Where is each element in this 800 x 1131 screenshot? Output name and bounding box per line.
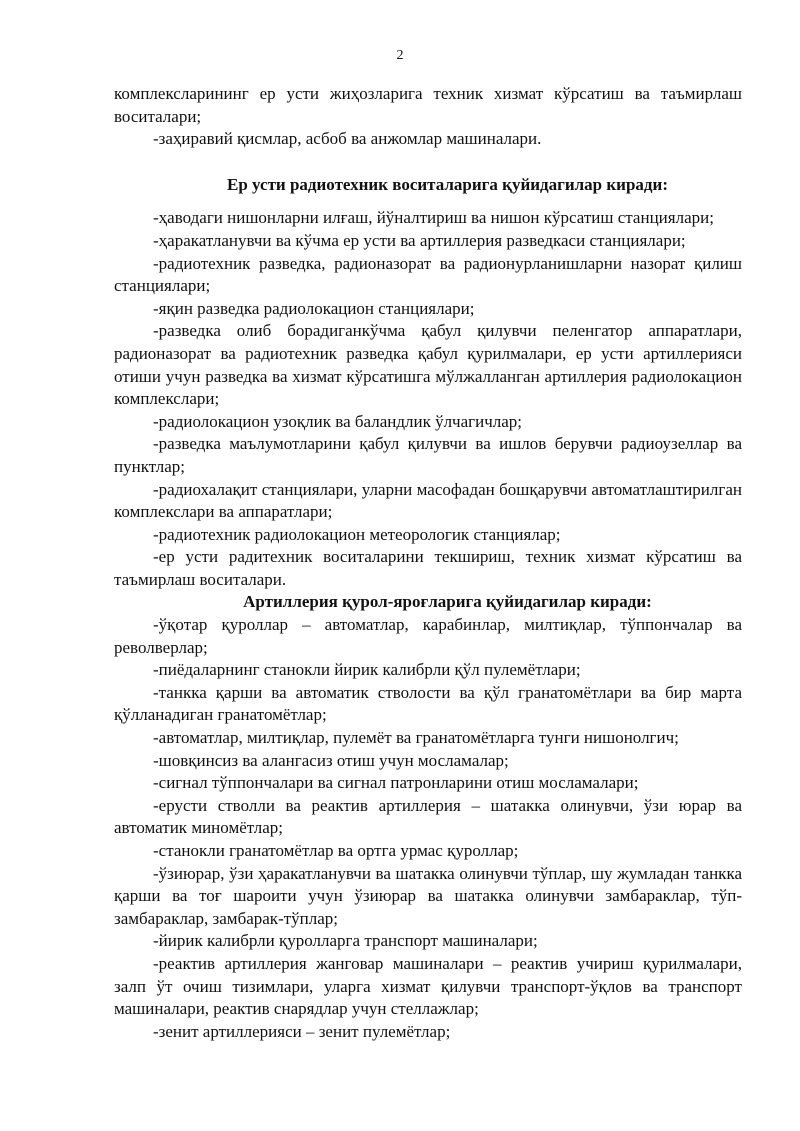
list-item: -разведка олиб борадиганкўчма қабул қилувчи пеленгатор аппаратлари, радионазорат ва радиотехник разведка қабул қурилмалари, ер усти артиллерияси отиши учун разведка ва хизмат кўрсатишга мўлжалланган артиллерия радиолокацион комплекслари; [114, 321, 742, 409]
list-item: -станокли гранатомётлар ва ортга урмас қуроллар; [153, 841, 519, 860]
list-item: -ўзиюрар, ўзи ҳаракатланувчи ва шатакка олинувчи тўплар, шу жумладан танкка қарши ва тоғ шароити учун ўзиюрар ва шатакка олинувчи замбараклар, тўп-замбараклар, замбарак-тўплар; [114, 863, 742, 928]
list-item: -ер усти радитехник воситаларини текшириш, техник хизмат кўрсатиш ва таъмирлаш воситалари. [114, 547, 742, 589]
list-item: -радиотехник разведка, радионазорат ва радионурланишларни назорат қилиш станциялари; [114, 253, 742, 296]
list-item: -танкка қарши ва автоматик стволости ва қўл гранатомётлари ва бир марта қўлланадиган гранатомётлар; [114, 682, 742, 725]
list-item: -сигнал тўппончалари ва сигнал патронларини отиш мосламалари; [153, 773, 639, 793]
paragraph: -заҳиравий қисмлар, асбоб ва анжомлар машиналари. [153, 129, 542, 149]
list-item: -радиолокацион узоқлик ва баландлик ўлчагичлар; [153, 411, 523, 431]
list-item: -разведка маълумотларини қабул қилувчи ва ишлов берувчи радиоузеллар ва пунктлар; [114, 434, 742, 476]
list-item: -ҳаракатланувчи ва кўчма ер усти ва артиллерия разведкаси станциялари; [153, 230, 686, 250]
list-item: -радиотехник радиолокацион метеорологик станциялар; [153, 524, 561, 544]
list-item: -автоматлар, милтиқлар, пулемёт ва гранатомётларга тунги нишонолгич; [153, 728, 679, 748]
list-item: -ҳаводаги нишонларни илғаш, йўналтириш ва нишон кўрсатиш станциялари; [153, 208, 714, 228]
list-item: -зенит артиллерияси – зенит пулемётлар; [153, 1021, 451, 1041]
list-item: -ўқотар қуроллар – автоматлар, карабинлар, милтиқлар, тўппончалар ва револверлар; [114, 615, 742, 657]
section-heading-artillery: Артиллерия қурол-яроғларига қуйидагилар киради: [243, 592, 652, 612]
page-number: 2 [396, 48, 404, 63]
list-item: -ерусти стволли ва реактив артиллерия – шатакка олинувчи, ўзи юрар ва автоматик миномётлар; [114, 795, 742, 838]
list-item: -реактив артиллерия жанговар машиналари – реактив учириш қурилмалари, залп ўт очиш тизимлари, уларга хизмат қилувчи транспорт-ўқлов ва транспорт машиналари, реактив снарядлар учун стеллажлар; [114, 953, 742, 1019]
section-heading-radiotechnical: Ер усти радиотехник воситаларига қуйидагилар киради: [227, 174, 668, 194]
list-item: -йирик калибрли қуролларга транспорт машиналари; [153, 931, 538, 951]
list-item: -шовқинсиз ва алангасиз отиш учун мосламалар; [153, 750, 509, 770]
list-item: -яқин разведка радиолокацион станциялари; [153, 298, 475, 318]
paragraph: комплексларининг ер усти жиҳозларига техник хизмат кўрсатиш ва таъмирлаш воситалари; [114, 84, 742, 126]
list-item: -радиохалақит станциялари, уларни масофадан бошқарувчи автоматлаштирилган комплекслари ва аппаратлари; [114, 479, 742, 522]
document-body [114, 83, 742, 1043]
list-item: -пиёдаларнинг станокли йирик калибрли қўл пулемётлари; [153, 660, 581, 680]
